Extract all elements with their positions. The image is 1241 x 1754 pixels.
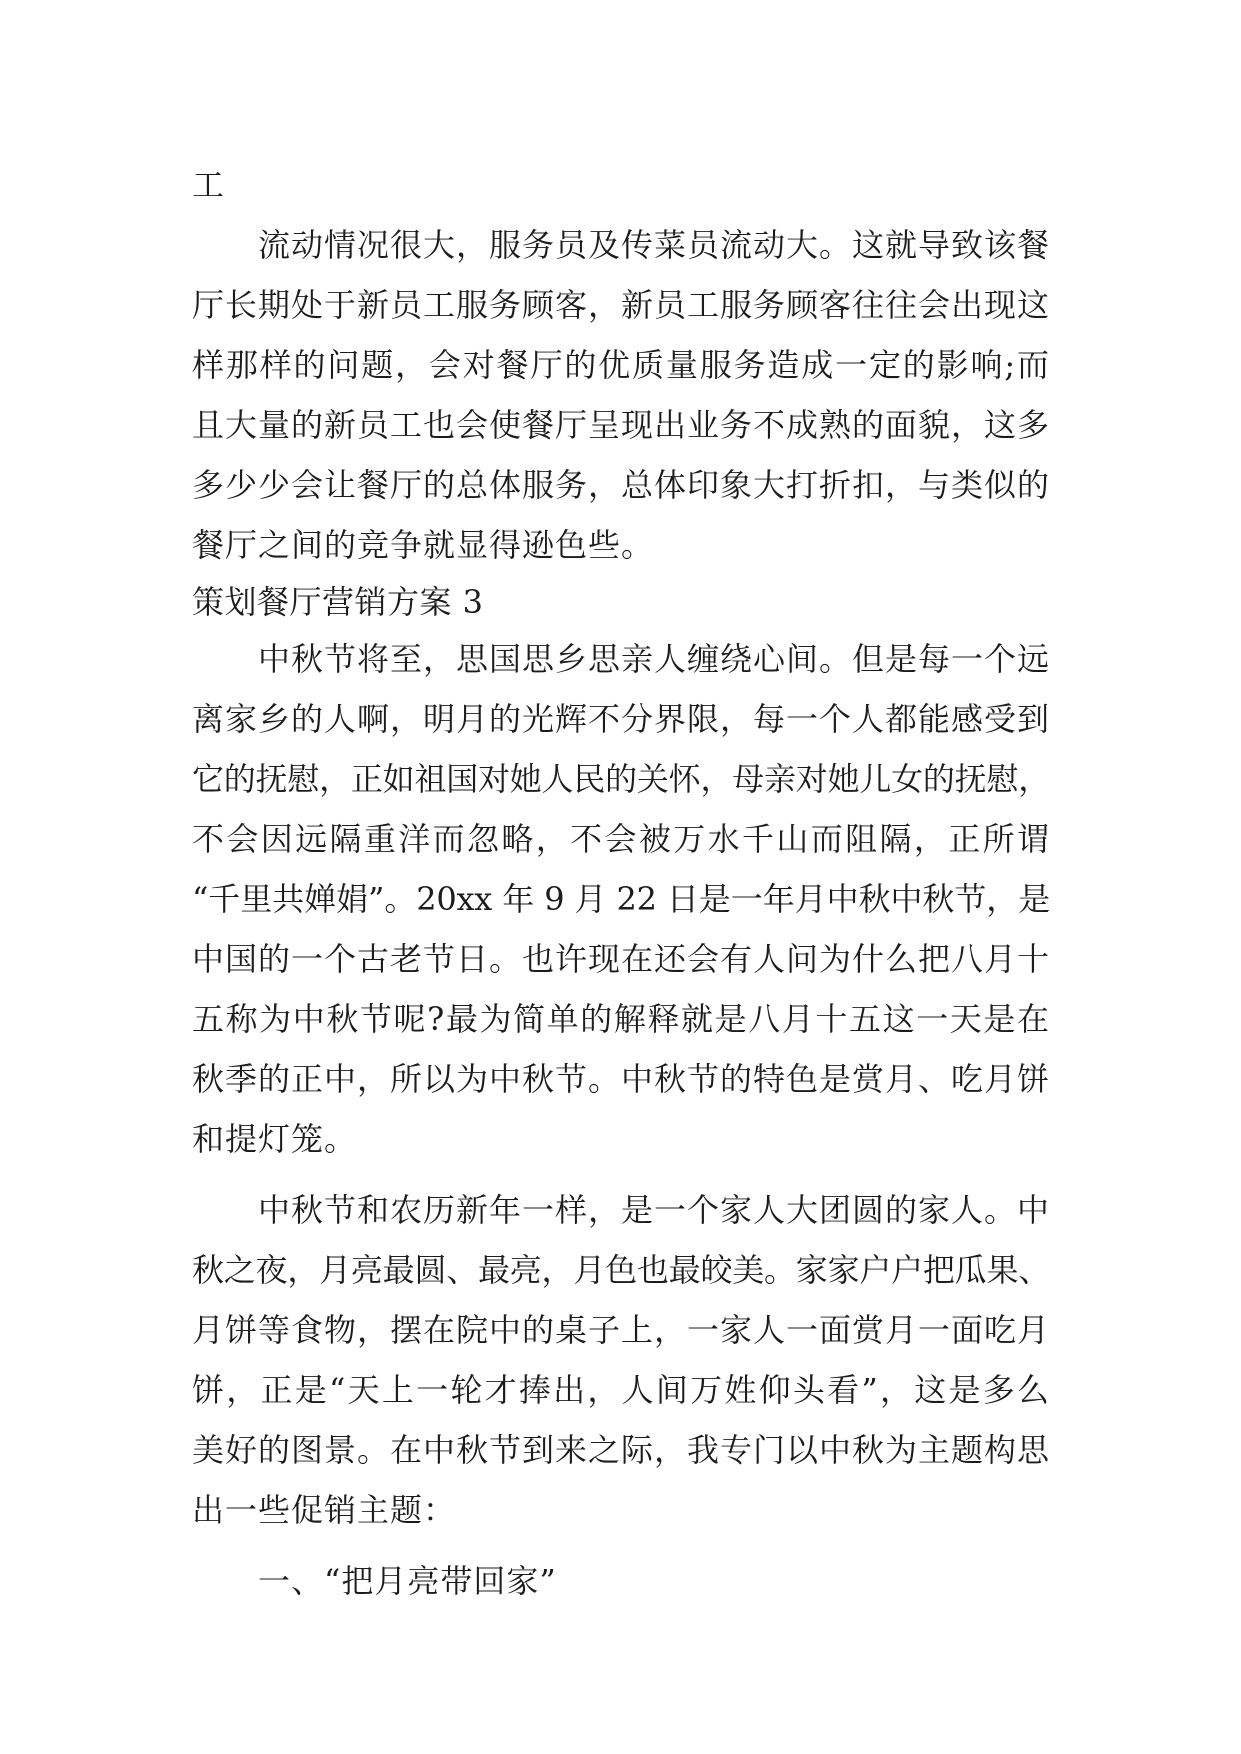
paragraph-continuation [192, 155, 1050, 215]
text-line: 多少少会让餐厅的总体服务，总体印象大打折扣，与类似的 [192, 466, 1051, 504]
text-line: 流动情况很大，服务员及传菜员流动大。这就导致该餐 [258, 226, 1051, 264]
paragraph [192, 215, 1050, 575]
text-line: 中秋节将至，思国思乡思亲人缠绕心间。但是每一个远 [258, 640, 1051, 678]
paragraph [192, 629, 1050, 1169]
document-body [192, 155, 1050, 1611]
text-line: 它的抚慰，正如祖国对她人民的关怀，母亲对她儿女的抚慰， [192, 760, 1050, 798]
section-heading-text: 策划餐厅营销方案 3 [192, 583, 484, 621]
text-line: 样那样的问题，会对餐厅的优质量服务造成一定的影响;而 [192, 346, 1050, 384]
text-line: 出一些促销主题： [192, 1491, 457, 1529]
text-line: 且大量的新员工也会使餐厅呈现出业务不成熟的面貌，这多 [192, 406, 1051, 444]
section-heading [192, 575, 1050, 629]
text-line: 不会因远隔重洋而忽略，不会被万水千山而阻隔，正所谓 [192, 820, 1050, 858]
text-line: 离家乡的人啊，明月的光辉不分界限，每一个人都能感受到 [192, 700, 1051, 738]
text-line: 五称为中秋节呢?最为简单的解释就是八月十五这一天是在 [192, 1000, 1050, 1038]
list-item-heading [192, 1551, 1050, 1611]
text-line: 秋之夜，月亮最圆、最亮，月色也最皎美。家家户户把瓜果、 [192, 1251, 1050, 1289]
text-line: 和提灯笼。 [192, 1120, 358, 1158]
text-line: 美好的图景。在中秋节到来之际，我专门以中秋为主题构思 [192, 1431, 1051, 1469]
text-line: 月饼等食物，摆在院中的桌子上，一家人一面赏月一面吃月 [192, 1311, 1051, 1349]
text-line: “千里共婵娟”。20xx 年 9 月 22 日是一年月中秋中秋节，是 [192, 880, 1050, 918]
text-line: 工 [192, 166, 226, 204]
paragraph [192, 1180, 1050, 1540]
text-line: 厅长期处于新员工服务顾客，新员工服务顾客往往会出现这 [192, 286, 1051, 324]
text-line: 秋季的正中，所以为中秋节。中秋节的特色是赏月、吃月饼 [192, 1060, 1051, 1098]
text-line: 饼，正是“天上一轮才捧出，人间万姓仰头看”，这是多么 [192, 1371, 1050, 1409]
text-line: 中国的一个古老节日。也许现在还会有人问为什么把八月十 [192, 940, 1051, 978]
text-line: 中秋节和农历新年一样，是一个家人大团圆的家人。中 [258, 1191, 1051, 1229]
list-item-heading-text: 一、“把月亮带回家” [258, 1562, 557, 1600]
text-line: 餐厅之间的竞争就显得逊色些。 [192, 526, 655, 564]
